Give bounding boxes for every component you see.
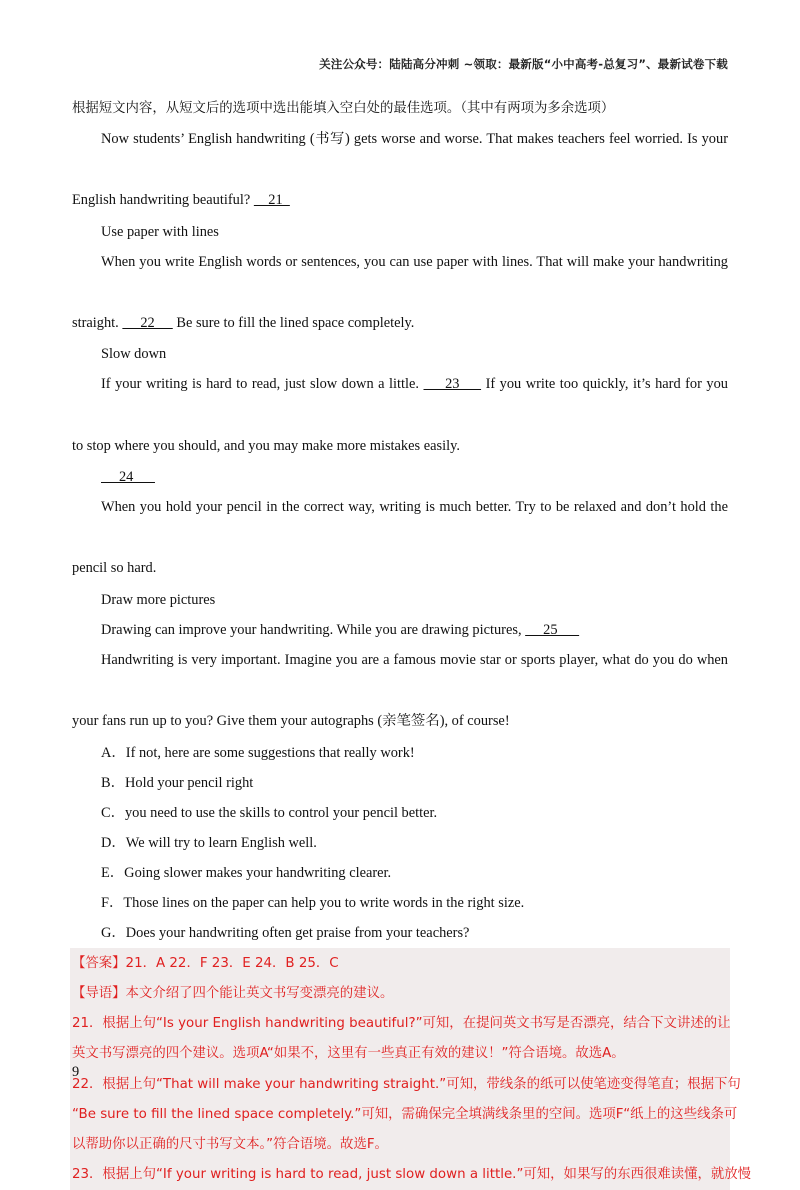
explanation-21: 21．根据上句“Is your English handwriting beautiful?”可知，在提问英文书写是否漂亮，结合下文讲述的让: [72, 1016, 731, 1032]
passage-line: When you write English words or sentences, you can use paper with lines. That will make your handwriting: [101, 253, 728, 270]
option-c: C．you need to use the skills to control your pencil better.: [101, 804, 438, 821]
section-heading: [72, 462, 728, 492]
passage-line: straight. 22 Be sure to fill the lined space completely.: [72, 307, 728, 339]
passage-line: your fans run up to you? Give them your autographs (亲笔签名), of course!: [72, 713, 510, 730]
option-b: B．Hold your pencil right: [101, 774, 254, 791]
blank-25: 25: [525, 621, 580, 638]
answer-line: 【答案】21．A 22．F 23．E 24．B 25．C: [72, 956, 339, 972]
passage-line: Now students’ English handwriting (书写) gets worse and worse. That makes teachers feel worried. Is your: [101, 131, 728, 148]
guide-line: 【导语】本文介绍了四个能让英文书写变漂亮的建议。: [72, 986, 394, 1002]
page-number: 9: [72, 1064, 80, 1080]
answer-section: [70, 948, 752, 1190]
explanation-23: 23．根据上句“If your writing is hard to read, just slow down a little.”可知，如果写的东西很难读懂，就放慢: [72, 1166, 752, 1182]
instruction: 根据短文内容，从短文后的选项中选出能填入空白处的最佳选项。（其中有两项为多余选项）: [72, 101, 615, 116]
passage-line: If your writing is hard to read, just slow down a little. 23 If you write too quickly, it’s hard for you: [72, 369, 728, 429]
passage-line: When you hold your pencil in the correct way, writing is much better. Try to be relaxed and don’t hold the: [101, 499, 728, 516]
passage-line: Handwriting is very important. Imagine you are a famous movie star or sports player, what do you do when: [101, 651, 728, 668]
option-g: G．Does your handwriting often get praise from your teachers?: [101, 925, 470, 942]
section-heading: Slow down: [101, 346, 167, 363]
page-header: 关注公众号：陆陆高分冲刺 ~领取：最新版“小中高考-总复习”、最新试卷下载: [319, 57, 728, 71]
passage-line: English handwriting beautiful? 21: [72, 184, 728, 216]
document-body: [72, 93, 752, 1190]
explanation-22-cont: “Be sure to fill the lined space completely.”可知，需确保完全填满线条里的空间。选项F“纸上的这些线条可: [72, 1106, 738, 1122]
passage-line: pencil so hard.: [72, 560, 157, 577]
blank-21: 21: [253, 192, 290, 209]
explanation-22-cont: 以帮助你以正确的尺寸书写文本。”符合语境。故选F。: [72, 1136, 388, 1152]
explanation-21-cont: 英文书写漂亮的四个建议。选项A“如果不，这里有一些真正有效的建议！”符合语境。故选A。: [72, 1046, 625, 1062]
option-f: F．Those lines on the paper can help you to write words in the right size.: [101, 895, 525, 911]
section-heading: Draw more pictures: [101, 591, 216, 608]
option-a: A．If not, here are some suggestions that really work!: [101, 744, 415, 761]
explanation-22: 22．根据上句“That will make your handwriting straight.”可知，带线条的纸可以使笔迹变得笔直；根据下句: [72, 1076, 741, 1092]
passage-line: to stop where you should, and you may make more mistakes easily.: [72, 437, 460, 454]
blank-22: 22: [122, 314, 173, 331]
blank-23: 23: [423, 376, 482, 393]
passage-line: Drawing can improve your handwriting. While you are drawing pictures, 25: [72, 615, 728, 645]
option-e: E．Going slower makes your handwriting clearer.: [101, 864, 392, 881]
section-heading: Use paper with lines: [101, 223, 219, 240]
blank-24: 24: [101, 469, 155, 486]
option-d: D．We will try to learn English well.: [101, 834, 317, 851]
